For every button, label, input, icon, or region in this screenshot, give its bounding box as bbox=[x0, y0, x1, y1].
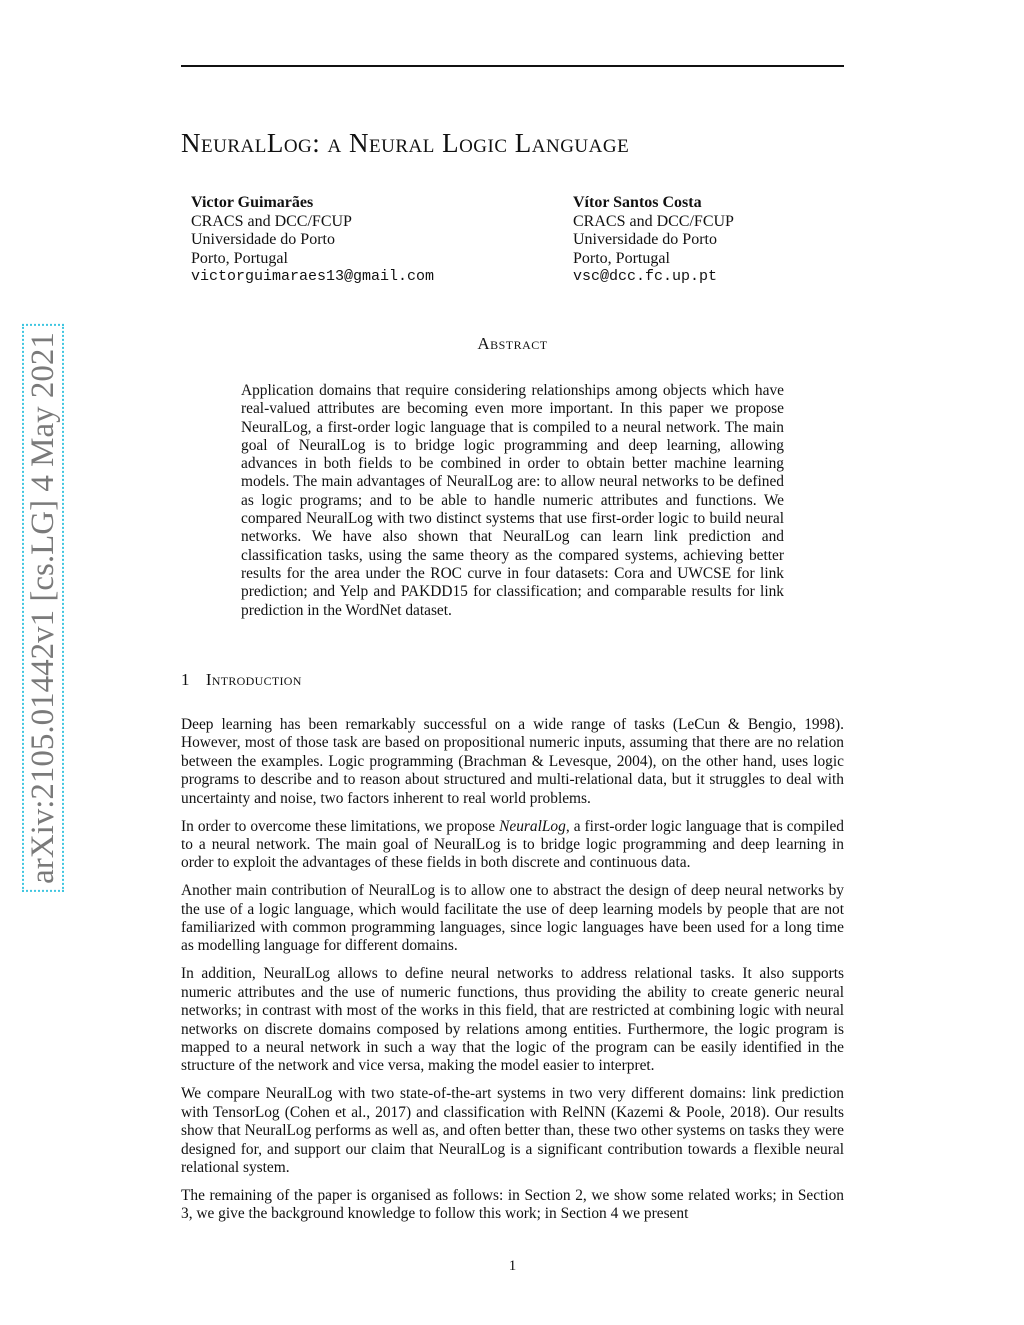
author-university: Universidade do Porto bbox=[573, 231, 717, 248]
title-part-name: NeuralLog bbox=[181, 128, 313, 158]
author-block-1 bbox=[191, 194, 434, 287]
top-rule bbox=[181, 65, 844, 67]
arxiv-stamp bbox=[22, 318, 64, 898]
title-part-subtitle: a Neural Logic Language bbox=[327, 128, 630, 158]
section-title: Introduction bbox=[205, 670, 302, 689]
author-affiliation: CRACS and DCC/FCUP bbox=[573, 212, 734, 230]
author-email[interactable]: victorguimaraes13@gmail.com bbox=[191, 268, 435, 285]
abstract-text: Application domains that require considering relationships among objects which have real-valued attributes are becoming even more important. In this paper we propose NeuralLog, a first-order logic language that is compiled to a neural network. The main goal of NeuralLog is to bridge logic programming and deep learning, allowing advances in both fields to be combined in order to obtain better machine learning models. The main advantages of NeuralLog are: to allow neural networks to be defined as logic programs; and to be able to handle numeric attributes and functions. We compared NeuralLog with two distinct systems that use first-order logic to build neural networks. We have also shown that NeuralLog can learn link prediction and classification tasks, using the same theory as the compared systems, achieving better results for the area under the ROC curve in four datasets: Cora and UWCSE for link prediction; and Yelp and PAKDD15 for classification; and comparable results for link prediction in the WordNet dataset. bbox=[241, 382, 784, 619]
author-location: Porto, Portugal bbox=[191, 249, 288, 267]
author-email[interactable]: vsc@dcc.fc.up.pt bbox=[573, 268, 718, 285]
abstract-heading: Abstract bbox=[477, 334, 548, 353]
author-block-2 bbox=[573, 194, 734, 287]
paragraph: We compare NeuralLog with two state-of-the-art systems in two very different domains: link prediction with TensorLog (Cohen et al., 2017) and classification with RelNN (Kazemi & Poole, 2018). Our results show that NeuralLog performs as well as, and often better than, these two other systems on tasks they were designed for, and support our claim that NeuralLog is a significant contribution towards a flexible neural relational system. bbox=[181, 1085, 844, 1176]
paragraph: In order to overcome these limitations, we propose NeuralLog, a first-order logic language that is compiled to a neural network. The main goal of NeuralLog is to bridge logic programming and deep learning in order to exploit the advantages of these fields in both discrete and continuous data. bbox=[181, 817, 845, 872]
title-part-colon: : bbox=[312, 128, 328, 158]
author-university: Universidade do Porto bbox=[191, 231, 335, 248]
introduction-body bbox=[181, 716, 844, 1233]
page-number: 1 bbox=[508, 1258, 517, 1274]
paragraph: The remaining of the paper is organised as follows: in Section 2, we show some related works; in Section 3, we give the background knowledge to follow this work; in Section 4 we present bbox=[181, 1186, 844, 1223]
section-number: 1 bbox=[181, 670, 190, 689]
section-heading-introduction bbox=[181, 670, 302, 690]
paragraph: Deep learning has been remarkably successful on a wide range of tasks (LeCun & Bengio, 1998). However, most of those task are based on propositional numeric inputs, assuming that there are no relation between the examples. Logic programming (Brachman & Levesque, 2004), on the other hand, uses logic programs to describe and to reason about structured and multi-relational data, but it struggles to deal with uncertainty and noise, two factors inherent to real world problems. bbox=[181, 716, 844, 807]
author-location: Porto, Portugal bbox=[573, 249, 670, 267]
system-name-italic: NeuralLog bbox=[499, 817, 566, 835]
paragraph: Another main contribution of NeuralLog is to allow one to abstract the design of deep neural networks by the use of a logic language, which would facilitate the use of deep learning models by people that are not familiarized with common programming languages, since logic languages have been used for a long time as modelling language for different domains. bbox=[181, 882, 844, 955]
author-name: Victor Guimarães bbox=[191, 194, 314, 211]
paper-title bbox=[181, 128, 844, 159]
author-affiliation: CRACS and DCC/FCUP bbox=[191, 212, 352, 230]
author-name: Vítor Santos Costa bbox=[573, 194, 702, 211]
arxiv-identifier[interactable]: arXiv:2105.01442v1 [cs.LG] 4 May 2021 bbox=[22, 324, 64, 892]
paragraph: In addition, NeuralLog allows to define neural networks to address relational tasks. It also supports numeric attributes and the use of numeric functions, thus providing the ability to create generic neural networks; in contrast with most of the works in this field, that are restricted at combining logic with neural networks on discrete domains composed by relations among entities. Furthermore, the logic program is mapped to a neural network in such a way that the logic of the program can be easily identified in the structure of the network and vice versa, making the model easier to interpret. bbox=[181, 965, 844, 1075]
